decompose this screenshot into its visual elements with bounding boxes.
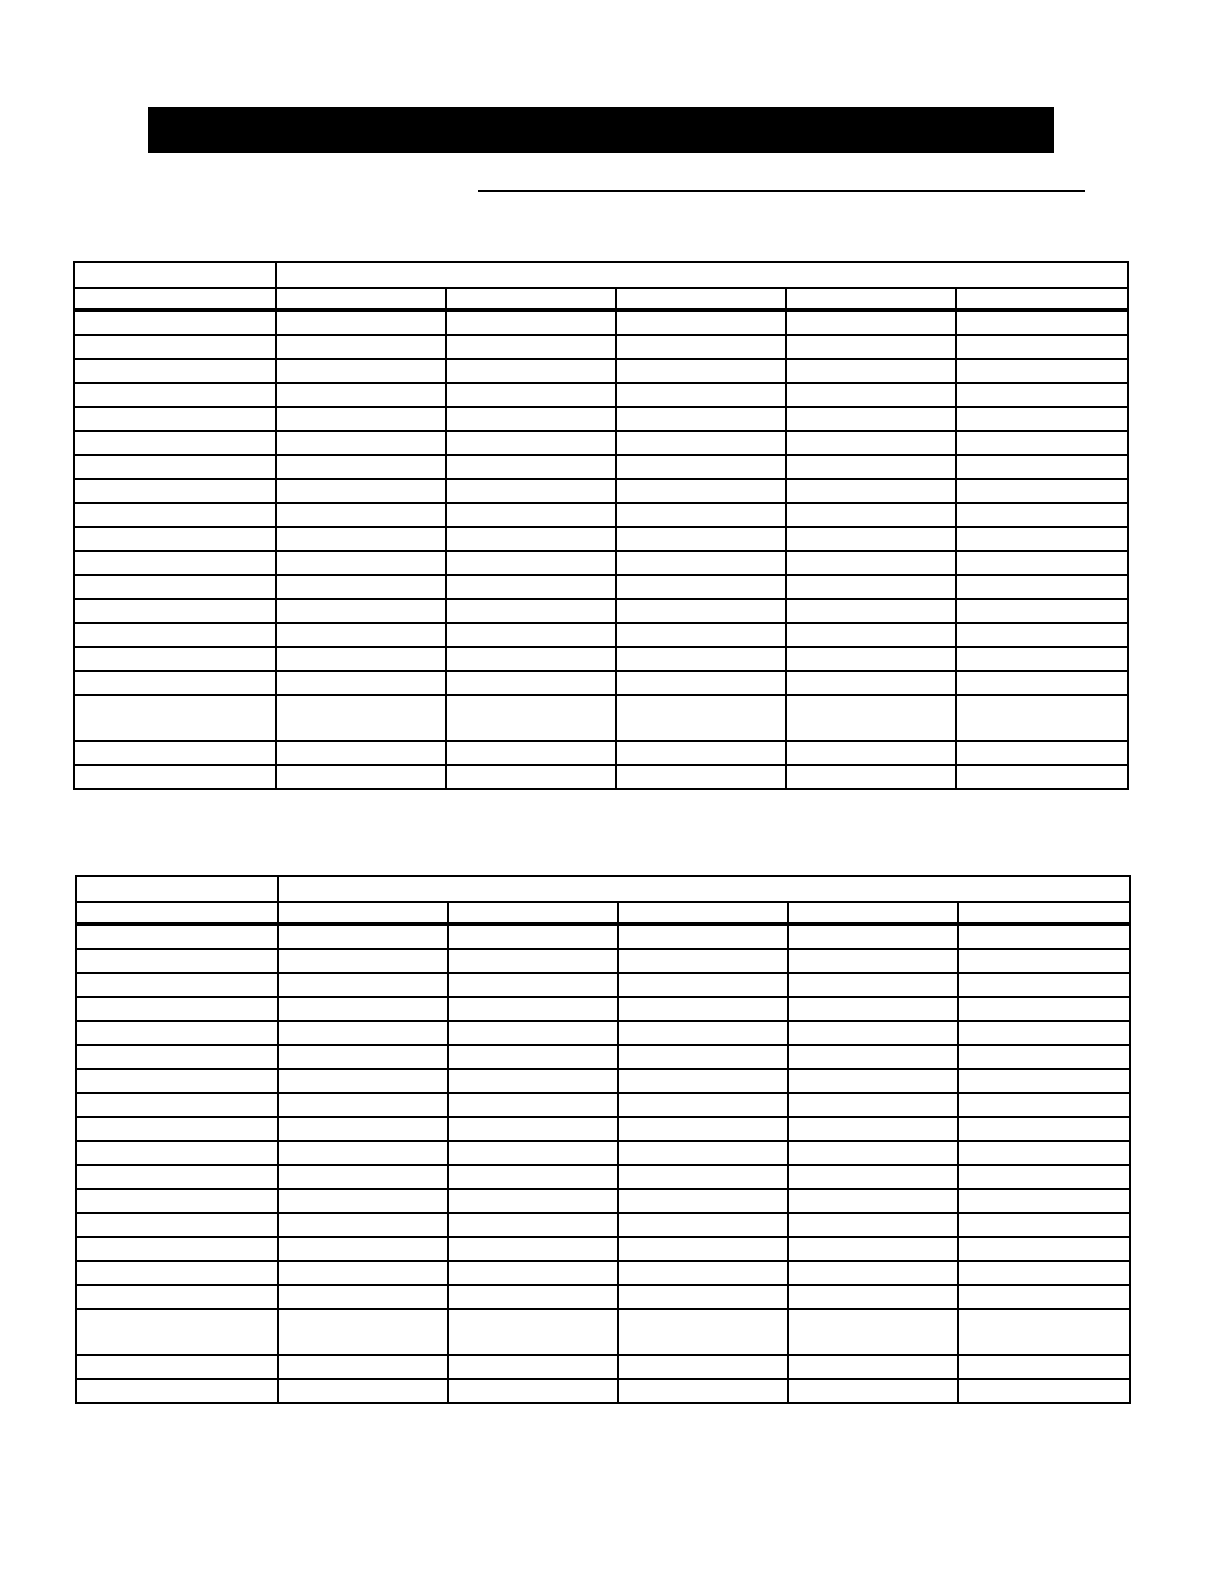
entry-cell[interactable] bbox=[956, 407, 1128, 431]
entry-cell[interactable] bbox=[958, 1093, 1130, 1117]
entry-cell[interactable] bbox=[276, 335, 446, 359]
table-row bbox=[74, 623, 1128, 647]
entry-cell[interactable] bbox=[448, 924, 618, 949]
entry-cell[interactable] bbox=[446, 383, 616, 407]
entry-cell[interactable] bbox=[278, 1141, 448, 1165]
entry-cell[interactable] bbox=[276, 599, 446, 623]
entry-cell[interactable] bbox=[618, 1261, 788, 1285]
table-heading-row bbox=[76, 876, 1130, 902]
entry-cell[interactable] bbox=[956, 765, 1128, 789]
entry-cell[interactable] bbox=[278, 1069, 448, 1093]
entry-cell[interactable] bbox=[74, 431, 276, 455]
entry-cell[interactable] bbox=[76, 1069, 278, 1093]
table-row bbox=[76, 1309, 1130, 1355]
entry-cell[interactable] bbox=[616, 431, 786, 455]
entry-cell[interactable] bbox=[278, 1117, 448, 1141]
entry-cell[interactable] bbox=[448, 1237, 618, 1261]
entry-cell[interactable] bbox=[618, 973, 788, 997]
entry-cell[interactable] bbox=[446, 551, 616, 575]
heading-span-cell bbox=[278, 876, 1130, 902]
column-header-cell bbox=[276, 288, 446, 310]
entry-cell[interactable] bbox=[786, 503, 956, 527]
entry-cell[interactable] bbox=[788, 1165, 958, 1189]
entry-cell[interactable] bbox=[76, 1309, 278, 1355]
entry-cell[interactable] bbox=[76, 1141, 278, 1165]
record-table-2 bbox=[75, 875, 1131, 1404]
entry-cell[interactable] bbox=[276, 575, 446, 599]
entry-cell[interactable] bbox=[956, 623, 1128, 647]
entry-cell[interactable] bbox=[616, 479, 786, 503]
entry-cell[interactable] bbox=[788, 997, 958, 1021]
table-row bbox=[76, 1237, 1130, 1261]
entry-cell[interactable] bbox=[76, 1093, 278, 1117]
entry-cell[interactable] bbox=[74, 503, 276, 527]
entry-cell[interactable] bbox=[76, 997, 278, 1021]
entry-cell[interactable] bbox=[446, 599, 616, 623]
entry-cell[interactable] bbox=[786, 575, 956, 599]
entry-cell[interactable] bbox=[278, 1021, 448, 1045]
entry-cell[interactable] bbox=[448, 1117, 618, 1141]
table-row bbox=[74, 407, 1128, 431]
column-header-cell bbox=[446, 288, 616, 310]
entry-cell[interactable] bbox=[448, 949, 618, 973]
column-header-cell bbox=[956, 288, 1128, 310]
entry-cell[interactable] bbox=[788, 1237, 958, 1261]
entry-cell[interactable] bbox=[618, 1213, 788, 1237]
entry-cell[interactable] bbox=[278, 997, 448, 1021]
entry-cell[interactable] bbox=[278, 949, 448, 973]
entry-cell[interactable] bbox=[276, 527, 446, 551]
table-row bbox=[76, 1021, 1130, 1045]
title-banner bbox=[148, 107, 1054, 153]
table-row bbox=[74, 503, 1128, 527]
entry-cell[interactable] bbox=[446, 359, 616, 383]
entry-cell[interactable] bbox=[74, 599, 276, 623]
entry-cell[interactable] bbox=[76, 1213, 278, 1237]
entry-cell[interactable] bbox=[446, 479, 616, 503]
entry-cell[interactable] bbox=[786, 527, 956, 551]
entry-cell[interactable] bbox=[76, 924, 278, 949]
entry-cell[interactable] bbox=[958, 1213, 1130, 1237]
table-row bbox=[74, 383, 1128, 407]
entry-cell[interactable] bbox=[616, 599, 786, 623]
entry-cell[interactable] bbox=[616, 527, 786, 551]
entry-cell[interactable] bbox=[786, 455, 956, 479]
table-row bbox=[76, 1069, 1130, 1093]
entry-cell[interactable] bbox=[788, 1379, 958, 1403]
entry-cell[interactable] bbox=[448, 1045, 618, 1069]
entry-cell[interactable] bbox=[956, 383, 1128, 407]
entry-cell[interactable] bbox=[788, 1189, 958, 1213]
entry-cell[interactable] bbox=[958, 1141, 1130, 1165]
table-row bbox=[74, 695, 1128, 741]
column-header-cell bbox=[786, 288, 956, 310]
entry-cell[interactable] bbox=[786, 647, 956, 671]
entry-cell[interactable] bbox=[618, 1189, 788, 1213]
table-row bbox=[74, 599, 1128, 623]
entry-cell[interactable] bbox=[74, 383, 276, 407]
table-row bbox=[76, 1379, 1130, 1403]
table-row bbox=[74, 431, 1128, 455]
entry-cell[interactable] bbox=[74, 765, 276, 789]
entry-cell[interactable] bbox=[618, 1165, 788, 1189]
column-header-cell bbox=[616, 288, 786, 310]
entry-cell[interactable] bbox=[276, 455, 446, 479]
entry-cell[interactable] bbox=[616, 310, 786, 335]
table-row bbox=[76, 1189, 1130, 1213]
entry-cell[interactable] bbox=[76, 1355, 278, 1379]
entry-cell[interactable] bbox=[616, 383, 786, 407]
entry-cell[interactable] bbox=[74, 479, 276, 503]
table-row bbox=[74, 647, 1128, 671]
entry-cell[interactable] bbox=[74, 575, 276, 599]
entry-cell[interactable] bbox=[788, 1045, 958, 1069]
entry-cell[interactable] bbox=[956, 647, 1128, 671]
table-row bbox=[74, 479, 1128, 503]
entry-cell[interactable] bbox=[448, 1189, 618, 1213]
entry-cell[interactable] bbox=[618, 1117, 788, 1141]
entry-cell[interactable] bbox=[276, 310, 446, 335]
entry-cell[interactable] bbox=[448, 1069, 618, 1093]
table-row bbox=[74, 335, 1128, 359]
table-row bbox=[74, 575, 1128, 599]
entry-cell[interactable] bbox=[74, 455, 276, 479]
entry-cell[interactable] bbox=[74, 335, 276, 359]
entry-cell[interactable] bbox=[276, 551, 446, 575]
entry-cell[interactable] bbox=[786, 671, 956, 695]
entry-cell[interactable] bbox=[616, 551, 786, 575]
entry-cell[interactable] bbox=[786, 551, 956, 575]
entry-cell[interactable] bbox=[448, 1355, 618, 1379]
entry-cell[interactable] bbox=[958, 1355, 1130, 1379]
entry-cell[interactable] bbox=[278, 1213, 448, 1237]
entry-cell[interactable] bbox=[74, 527, 276, 551]
entry-cell[interactable] bbox=[788, 1355, 958, 1379]
table-row bbox=[76, 1165, 1130, 1189]
entry-cell[interactable] bbox=[448, 1261, 618, 1285]
entry-cell[interactable] bbox=[448, 1379, 618, 1403]
entry-cell[interactable] bbox=[786, 359, 956, 383]
column-header-row bbox=[76, 902, 1130, 924]
column-header-cell bbox=[278, 902, 448, 924]
table-row bbox=[76, 924, 1130, 949]
entry-cell[interactable] bbox=[74, 551, 276, 575]
entry-cell[interactable] bbox=[958, 1045, 1130, 1069]
entry-cell[interactable] bbox=[448, 1285, 618, 1309]
table-row bbox=[76, 1261, 1130, 1285]
entry-cell[interactable] bbox=[276, 671, 446, 695]
entry-cell[interactable] bbox=[278, 1285, 448, 1309]
table-row bbox=[74, 765, 1128, 789]
entry-cell[interactable] bbox=[618, 1285, 788, 1309]
entry-cell[interactable] bbox=[278, 1189, 448, 1213]
entry-cell[interactable] bbox=[278, 1379, 448, 1403]
entry-cell[interactable] bbox=[76, 1117, 278, 1141]
entry-cell[interactable] bbox=[956, 479, 1128, 503]
entry-cell[interactable] bbox=[446, 671, 616, 695]
column-header-cell bbox=[76, 902, 278, 924]
entry-cell[interactable] bbox=[958, 997, 1130, 1021]
entry-cell[interactable] bbox=[76, 1165, 278, 1189]
entry-cell[interactable] bbox=[788, 1117, 958, 1141]
entry-cell[interactable] bbox=[956, 455, 1128, 479]
entry-cell[interactable] bbox=[74, 623, 276, 647]
entry-cell[interactable] bbox=[76, 1285, 278, 1309]
entry-cell[interactable] bbox=[958, 1261, 1130, 1285]
entry-cell[interactable] bbox=[786, 765, 956, 789]
entry-cell[interactable] bbox=[958, 924, 1130, 949]
entry-cell[interactable] bbox=[448, 1309, 618, 1355]
entry-cell[interactable] bbox=[278, 1309, 448, 1355]
entry-cell[interactable] bbox=[956, 527, 1128, 551]
entry-cell[interactable] bbox=[448, 997, 618, 1021]
entry-cell[interactable] bbox=[76, 973, 278, 997]
table-row bbox=[76, 1093, 1130, 1117]
entry-cell[interactable] bbox=[616, 359, 786, 383]
entry-cell[interactable] bbox=[618, 1093, 788, 1117]
entry-cell[interactable] bbox=[788, 1141, 958, 1165]
entry-cell[interactable] bbox=[618, 1379, 788, 1403]
entry-cell[interactable] bbox=[76, 1261, 278, 1285]
entry-cell[interactable] bbox=[618, 1069, 788, 1093]
entry-cell[interactable] bbox=[446, 695, 616, 741]
entry-cell[interactable] bbox=[788, 1021, 958, 1045]
entry-cell[interactable] bbox=[276, 695, 446, 741]
entry-cell[interactable] bbox=[76, 1189, 278, 1213]
entry-cell[interactable] bbox=[616, 765, 786, 789]
table-row bbox=[76, 1117, 1130, 1141]
entry-cell[interactable] bbox=[956, 431, 1128, 455]
entry-cell[interactable] bbox=[956, 359, 1128, 383]
entry-cell[interactable] bbox=[74, 647, 276, 671]
heading-label-cell bbox=[74, 262, 276, 288]
entry-cell[interactable] bbox=[446, 741, 616, 765]
entry-cell[interactable] bbox=[786, 383, 956, 407]
table-row bbox=[76, 1141, 1130, 1165]
entry-cell[interactable] bbox=[788, 1261, 958, 1285]
entry-cell[interactable] bbox=[618, 924, 788, 949]
table-row bbox=[76, 973, 1130, 997]
entry-cell[interactable] bbox=[618, 949, 788, 973]
entry-cell[interactable] bbox=[616, 503, 786, 527]
entry-cell[interactable] bbox=[616, 695, 786, 741]
entry-cell[interactable] bbox=[448, 1165, 618, 1189]
entry-cell[interactable] bbox=[786, 335, 956, 359]
heading-label-cell bbox=[76, 876, 278, 902]
entry-cell[interactable] bbox=[618, 1309, 788, 1355]
entry-cell[interactable] bbox=[958, 1165, 1130, 1189]
column-header-cell bbox=[958, 902, 1130, 924]
entry-cell[interactable] bbox=[278, 1165, 448, 1189]
entry-cell[interactable] bbox=[278, 1261, 448, 1285]
entry-cell[interactable] bbox=[616, 455, 786, 479]
entry-cell[interactable] bbox=[446, 431, 616, 455]
entry-cell[interactable] bbox=[616, 623, 786, 647]
column-header-cell bbox=[448, 902, 618, 924]
entry-cell[interactable] bbox=[786, 407, 956, 431]
entry-cell[interactable] bbox=[278, 973, 448, 997]
entry-cell[interactable] bbox=[448, 1021, 618, 1045]
table-row bbox=[76, 1285, 1130, 1309]
entry-cell[interactable] bbox=[616, 741, 786, 765]
entry-cell[interactable] bbox=[958, 973, 1130, 997]
table-row bbox=[74, 310, 1128, 335]
entry-cell[interactable] bbox=[958, 949, 1130, 973]
entry-cell[interactable] bbox=[956, 575, 1128, 599]
entry-cell[interactable] bbox=[618, 1141, 788, 1165]
entry-cell[interactable] bbox=[446, 310, 616, 335]
entry-cell[interactable] bbox=[74, 671, 276, 695]
entry-cell[interactable] bbox=[618, 1237, 788, 1261]
entry-cell[interactable] bbox=[74, 695, 276, 741]
table-row bbox=[76, 1213, 1130, 1237]
entry-cell[interactable] bbox=[276, 479, 446, 503]
entry-cell[interactable] bbox=[446, 527, 616, 551]
entry-cell[interactable] bbox=[76, 1379, 278, 1403]
entry-cell[interactable] bbox=[446, 623, 616, 647]
entry-cell[interactable] bbox=[74, 310, 276, 335]
entry-cell[interactable] bbox=[958, 1069, 1130, 1093]
entry-cell[interactable] bbox=[446, 455, 616, 479]
table-heading-row bbox=[74, 262, 1128, 288]
entry-cell[interactable] bbox=[958, 1021, 1130, 1045]
entry-cell[interactable] bbox=[616, 407, 786, 431]
column-header-cell bbox=[788, 902, 958, 924]
entry-cell[interactable] bbox=[786, 741, 956, 765]
entry-cell[interactable] bbox=[446, 647, 616, 671]
entry-cell[interactable] bbox=[958, 1379, 1130, 1403]
entry-cell[interactable] bbox=[788, 924, 958, 949]
entry-cell[interactable] bbox=[618, 997, 788, 1021]
entry-cell[interactable] bbox=[276, 359, 446, 383]
entry-cell[interactable] bbox=[786, 310, 956, 335]
entry-cell[interactable] bbox=[278, 924, 448, 949]
entry-cell[interactable] bbox=[616, 647, 786, 671]
table-row bbox=[76, 949, 1130, 973]
entry-cell[interactable] bbox=[446, 335, 616, 359]
entry-cell[interactable] bbox=[956, 551, 1128, 575]
entry-cell[interactable] bbox=[956, 671, 1128, 695]
entry-cell[interactable] bbox=[276, 431, 446, 455]
entry-cell[interactable] bbox=[618, 1021, 788, 1045]
table-row bbox=[76, 1355, 1130, 1379]
entry-cell[interactable] bbox=[956, 741, 1128, 765]
entry-cell[interactable] bbox=[786, 695, 956, 741]
entry-cell[interactable] bbox=[276, 503, 446, 527]
entry-cell[interactable] bbox=[956, 335, 1128, 359]
entry-cell[interactable] bbox=[788, 1213, 958, 1237]
entry-cell[interactable] bbox=[276, 407, 446, 431]
table-row bbox=[74, 527, 1128, 551]
record-table-1 bbox=[73, 261, 1129, 790]
table-row bbox=[74, 359, 1128, 383]
entry-cell[interactable] bbox=[74, 741, 276, 765]
entry-cell[interactable] bbox=[276, 741, 446, 765]
entry-cell[interactable] bbox=[616, 671, 786, 695]
column-header-cell bbox=[618, 902, 788, 924]
entry-cell[interactable] bbox=[956, 695, 1128, 741]
table-row bbox=[76, 997, 1130, 1021]
entry-cell[interactable] bbox=[786, 599, 956, 623]
entry-cell[interactable] bbox=[446, 407, 616, 431]
entry-cell[interactable] bbox=[276, 383, 446, 407]
table-row bbox=[74, 551, 1128, 575]
entry-cell[interactable] bbox=[76, 1021, 278, 1045]
entry-cell[interactable] bbox=[788, 1309, 958, 1355]
entry-cell[interactable] bbox=[786, 479, 956, 503]
entry-cell[interactable] bbox=[76, 949, 278, 973]
entry-cell[interactable] bbox=[276, 623, 446, 647]
entry-cell[interactable] bbox=[276, 647, 446, 671]
entry-cell[interactable] bbox=[446, 575, 616, 599]
entry-cell[interactable] bbox=[786, 431, 956, 455]
entry-cell[interactable] bbox=[956, 599, 1128, 623]
entry-cell[interactable] bbox=[618, 1045, 788, 1069]
entry-cell[interactable] bbox=[278, 1237, 448, 1261]
entry-cell[interactable] bbox=[616, 335, 786, 359]
column-header-cell bbox=[74, 288, 276, 310]
column-header-row bbox=[74, 288, 1128, 310]
entry-cell[interactable] bbox=[74, 407, 276, 431]
entry-cell[interactable] bbox=[788, 1093, 958, 1117]
entry-cell[interactable] bbox=[448, 1093, 618, 1117]
entry-cell[interactable] bbox=[278, 1355, 448, 1379]
heading-span-cell bbox=[276, 262, 1128, 288]
table-row bbox=[74, 671, 1128, 695]
entry-cell[interactable] bbox=[616, 575, 786, 599]
entry-cell[interactable] bbox=[448, 1213, 618, 1237]
entry-cell[interactable] bbox=[788, 1285, 958, 1309]
entry-cell[interactable] bbox=[76, 1237, 278, 1261]
entry-cell[interactable] bbox=[788, 949, 958, 973]
entry-cell[interactable] bbox=[278, 1045, 448, 1069]
entry-cell[interactable] bbox=[958, 1237, 1130, 1261]
name-field-line[interactable] bbox=[478, 190, 1085, 192]
entry-cell[interactable] bbox=[958, 1309, 1130, 1355]
entry-cell[interactable] bbox=[446, 503, 616, 527]
entry-cell[interactable] bbox=[278, 1093, 448, 1117]
entry-cell[interactable] bbox=[276, 765, 446, 789]
entry-cell[interactable] bbox=[788, 1069, 958, 1093]
entry-cell[interactable] bbox=[448, 1141, 618, 1165]
entry-cell[interactable] bbox=[76, 1045, 278, 1069]
entry-cell[interactable] bbox=[956, 503, 1128, 527]
entry-cell[interactable] bbox=[786, 623, 956, 647]
entry-cell[interactable] bbox=[74, 359, 276, 383]
entry-cell[interactable] bbox=[448, 973, 618, 997]
entry-cell[interactable] bbox=[446, 765, 616, 789]
entry-cell[interactable] bbox=[958, 1285, 1130, 1309]
entry-cell[interactable] bbox=[788, 973, 958, 997]
table-row bbox=[74, 741, 1128, 765]
table-row bbox=[76, 1045, 1130, 1069]
entry-cell[interactable] bbox=[958, 1189, 1130, 1213]
entry-cell[interactable] bbox=[618, 1355, 788, 1379]
entry-cell[interactable] bbox=[958, 1117, 1130, 1141]
entry-cell[interactable] bbox=[956, 310, 1128, 335]
table-row bbox=[74, 455, 1128, 479]
